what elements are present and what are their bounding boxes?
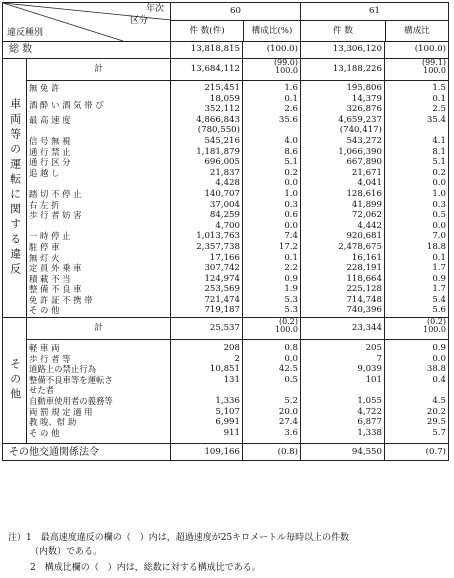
table-cell: 2.2 [284,263,298,274]
list-item: 酒 酔 い 酒 気 帯 び [29,99,104,110]
table-cell: 5.7 [432,427,447,438]
note-1: 注）1 最高速度違反の欄の（ ）内は，超過速度が25キロメートル毎時以上の件数 [8,533,350,543]
table-cell: 0.1 [284,93,298,104]
table-cell: 2 [234,353,240,364]
table-cell: 4,041 [357,178,382,189]
other-count-61-column [301,340,385,444]
other-count-60-column [171,340,243,444]
other-subtotal-ratio-60 [243,318,301,340]
vehicle-items-row [3,81,449,318]
vehicle-subtotal-row [3,59,449,81]
list-item: 踏 切 不 停 止 [29,188,82,199]
table-cell: 4,866,843 [196,114,240,125]
list-item: 整 備 不 良 車 [29,284,82,295]
vehicle-ratio-61-column [385,81,449,318]
table-cell: 101 [365,374,382,385]
other-subtotal-ratio-61-bottom: 100.0 [423,325,447,335]
other-law-count-60: 109,166 [171,444,243,461]
vehicle-item-list [27,81,171,318]
vehicle-subtotal-ratio-60 [243,59,301,81]
table-cell: 21,837 [209,167,240,178]
table-cell: 1,066,390 [338,146,382,157]
vehicle-count-61-column [301,81,385,318]
table-cell: 543,272 [346,135,382,146]
table-cell: 20.2 [426,406,447,417]
table-cell: 20.0 [278,406,298,417]
table-cell: 0.0 [432,178,447,189]
table-cell: 0.6 [284,210,298,221]
table-cell: 667,890 [346,157,382,168]
ratio-header-61: 構成比 [404,26,430,36]
table-cell: 4.1 [432,135,447,146]
table-cell: 4.0 [284,135,298,146]
year-61: 61 [301,3,448,21]
table-cell: 721,474 [204,294,240,305]
table-cell: 14,379 [351,93,382,104]
table-cell: 6,991 [215,417,240,428]
list-item: 整備不良車等を運転さ [29,374,113,385]
list-item: 両 罰 規 定 適 用 [29,406,93,417]
table-cell: 326,876 [346,104,382,115]
table-cell: 5.2 [284,396,298,407]
table-cell: 7.4 [284,231,298,242]
table-cell: 0.2 [432,167,447,178]
table-cell: 5.1 [284,157,298,168]
table-cell: (780,550) [197,125,240,136]
list-item: 追 越 し [29,167,60,178]
table-cell: 4,442 [357,220,382,231]
table-cell: 4,659,237 [338,114,382,125]
table-cell: 16,161 [351,252,382,263]
table-cell: 719,187 [204,305,240,316]
table-cell: 118,664 [346,273,382,284]
table-cell: 0.5 [284,374,298,385]
table-cell: 920,681 [346,231,382,242]
list-item: 道路上の禁止行為 [29,364,96,375]
table-cell: 37,004 [209,199,240,210]
table-cell: 38.8 [426,364,447,375]
other-ratio-61-column [385,340,449,444]
list-item: 信 号 無 視 [29,135,71,146]
other-subtotal-ratio-60-bottom: 100.0 [275,325,298,335]
table-cell: 696,005 [204,157,240,168]
table-cell: 2,478,675 [338,241,382,252]
vehicle-subtotal-ratio-61-top: (99.1) [421,58,447,67]
total-ratio-60: (100.0) [243,42,301,59]
traffic-violation-table [2,2,449,461]
other-subtotal-61: 23,344 [301,318,385,340]
table-cell: (740,417) [339,125,382,136]
table-cell: 253,569 [204,284,240,295]
header-row [3,3,449,42]
list-item: 積 載 不 当 [29,273,71,284]
total-ratio-61: (100.0) [385,42,449,59]
table-cell: 17,166 [209,252,240,263]
table-cell: 1.5 [432,83,447,93]
table-cell: 1.6 [284,83,298,93]
list-item: 通 行 区 分 [29,157,71,168]
division-label: 区分 [129,16,148,26]
table-cell: 18.8 [426,241,447,252]
table-cell: 1.9 [284,284,298,295]
table-cell: 21,671 [351,167,382,178]
vehicle-subtotal-ratio-61-bottom: 100.0 [423,66,447,76]
table-cell: 740,396 [346,305,382,316]
table-cell: 307,742 [204,263,240,274]
list-item: 免 許 証 不 携 帯 [29,294,93,305]
table-cell: 0.8 [284,343,298,354]
table-cell: 35.6 [278,114,298,125]
table-cell: 4.5 [432,396,447,407]
vehicle-group-label: 車両等の運転に関する違反 [3,59,27,318]
table-cell: 124,974 [204,273,240,284]
other-ratio-60-column [243,340,301,444]
other-group-label: その他 [3,318,27,444]
table-cell: 128,616 [346,188,382,199]
table-cell: 5.1 [432,157,447,168]
table-cell: 911 [223,427,240,438]
year-label: 年次 [145,4,164,14]
table-cell: 27.4 [278,417,298,428]
table-cell: 7 [376,353,382,364]
count-header-60: 件 数(件) [171,21,244,41]
list-item: 歩 行 者 等 [29,353,71,364]
vehicle-count-60-column [171,81,243,318]
total-label: 総 数 [3,42,171,59]
table-cell: 208 [223,343,240,354]
list-item: 通 行 禁 止 [29,146,71,157]
list-item: 教 唆、幇 助 [29,417,77,428]
table-cell: 10,851 [209,364,240,375]
table-cell: 1.7 [432,284,447,295]
table-cell: 17.2 [278,241,298,252]
other-law-count-61: 94,550 [301,444,385,461]
list-item: そ の 他 [29,427,60,438]
table-cell: 195,806 [346,83,382,93]
table-cell: 5.3 [284,305,298,316]
vehicle-subtotal-ratio-61 [385,59,449,81]
table-cell: 3.6 [284,427,298,438]
table-cell: 35.4 [426,114,447,125]
total-count-61: 13,306,120 [301,42,385,59]
other-subtotal-ratio-61 [385,318,449,340]
list-item: 無 免 許 [29,83,60,93]
vehicle-subtotal-61: 13,188,226 [301,59,385,81]
table-cell: 352,112 [204,104,240,115]
table-cell: 1,338 [357,427,382,438]
table-cell: 1,336 [215,396,240,407]
other-law-ratio-60: (0.8) [243,444,301,461]
table-cell: 1,055 [357,396,382,407]
table-cell: 18,059 [209,93,240,104]
table-cell: 0.3 [432,199,447,210]
vehicle-subtotal-ratio-60-bottom: 100.0 [275,66,298,76]
table-cell: 714,748 [346,294,382,305]
vehicle-subtotal-ratio-60-top: (99.0) [273,58,298,67]
table-cell: 0.3 [284,199,298,210]
table-cell: 0.0 [284,178,298,189]
table-cell: 4,700 [215,220,240,231]
total-count-60: 13,818,815 [171,42,243,59]
year-61-header [301,3,449,42]
violation-type-label: 違反種別 [7,28,44,38]
table-cell: 0.5 [432,210,447,221]
note-1-cont: （内数）である。 [30,547,103,557]
note-2: 2 構成比欄の（ ）内は，総数に対する構成比である。 [30,563,261,573]
table-cell: 1.0 [284,188,298,199]
other-law-ratio-61: (0.7) [385,444,449,461]
table-cell: 0.9 [432,343,447,354]
table-cell: 0.0 [284,353,298,364]
other-subtotal-ratio-60-top: (0.2) [279,317,298,327]
list-item: そ の 他 [29,305,60,316]
table-cell: 2.5 [432,104,447,115]
table-cell: 1,181,879 [196,146,240,157]
table-cell: 42.5 [278,364,298,375]
list-item: せた者 [29,385,55,396]
table-cell: 41,899 [351,199,382,210]
table-cell: 1.0 [432,188,447,199]
other-subtotal-60: 25,537 [171,318,243,340]
table-cell: 545,216 [204,135,240,146]
list-item: 無 灯 火 [29,252,60,263]
year-60: 60 [171,3,300,21]
table-cell: 225,128 [346,284,382,295]
other-subtotal-label: 計 [27,318,171,340]
total-row [3,42,449,59]
table-cell: 2,357,738 [196,241,240,252]
list-item: 一 時 停 止 [29,231,71,242]
table-cell: 7.0 [432,231,447,242]
table-cell: 0.9 [432,273,447,284]
table-cell: 9,039 [357,364,382,375]
ratio-header-60: 構成比(%) [251,26,293,36]
table-cell: 140,707 [204,188,240,199]
other-subtotal-ratio-61-top: (0.2) [427,317,447,327]
table-cell: 0.0 [284,220,298,231]
table-cell: 0.1 [432,252,447,263]
list-item: 軽 車 両 [29,343,60,354]
other-law-row [3,444,449,461]
table-cell: 205 [365,343,382,354]
table-cell: 4,722 [357,406,382,417]
table-cell: 8.6 [284,146,298,157]
table-cell: 0.2 [284,167,298,178]
count-header-61: 件 数 [301,21,386,41]
list-item: 自動車使用者の義務等 [29,396,113,407]
table-cell: 1,013,763 [196,231,240,242]
table-cell: 8.1 [432,146,447,157]
table-cell: 4,428 [215,178,240,189]
table-cell: 1.7 [432,263,447,274]
vehicle-ratio-60-column [243,81,301,318]
table-cell: 5.4 [432,294,447,305]
table-cell: 2.6 [284,104,298,115]
table-cell: 0.9 [284,273,298,284]
table-cell: 215,451 [204,83,240,93]
list-item: 歩 行 者 妨 害 [29,210,82,221]
table-cell: 0.1 [284,252,298,263]
table-cell: 0.0 [432,353,447,364]
year-60-header [171,3,301,42]
other-subtotal-row [3,318,449,340]
table-cell: 0.1 [432,93,447,104]
list-item: 駐 停 車 [29,241,60,252]
list-item: 右 左 折 [29,199,60,210]
table-cell: 5.6 [432,305,447,316]
table-cell: 84,259 [209,210,240,221]
table-cell: 228,191 [346,263,382,274]
table-cell: 6,877 [357,417,382,428]
table-cell: 5.3 [284,294,298,305]
other-items-row [3,340,449,444]
other-item-list [27,340,171,444]
table-cell: 131 [223,374,240,385]
list-item: 最 高 速 度 [29,114,71,125]
table-cell: 0.4 [432,374,447,385]
table-cell: 0.0 [432,220,447,231]
vehicle-subtotal-60: 13,684,112 [171,59,243,81]
table-cell: 29.5 [426,417,447,428]
vehicle-subtotal-label: 計 [27,59,171,81]
table-cell: 5,107 [215,406,240,417]
other-law-label: その他交通関係法令 [3,444,171,461]
table-cell: 72,062 [351,210,382,221]
list-item: 定 員 外 乗 車 [29,263,82,274]
header-diagonal-cell [3,3,171,42]
